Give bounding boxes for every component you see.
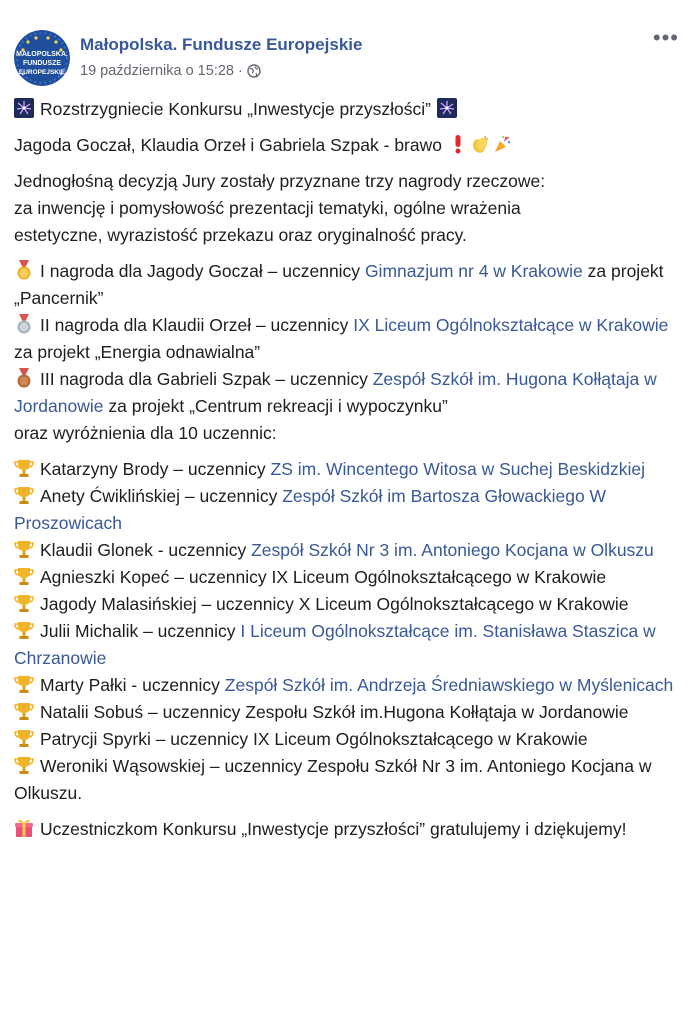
honorable-intro-line bbox=[14, 420, 676, 447]
honorable-item bbox=[14, 618, 676, 672]
silver-medal-icon bbox=[14, 314, 34, 334]
honorable-item bbox=[14, 699, 676, 726]
prize-item bbox=[14, 312, 676, 366]
honorable-text: Klaudii Glonek - uczennicy bbox=[40, 540, 247, 560]
gold-medal-icon bbox=[14, 260, 34, 280]
honorable-text: Weroniki Wąsowskiej – uczennicy Zespołu Szkół Nr 3 im. Antoniego Kocjana w Olkuszu. bbox=[14, 756, 652, 803]
trophy-icon bbox=[14, 566, 34, 586]
post-title-line bbox=[14, 96, 676, 123]
honorable-text: Julii Michalik – uczennicy bbox=[40, 621, 236, 641]
prize-item bbox=[14, 258, 676, 312]
fireworks-icon bbox=[14, 98, 34, 118]
avatar-line-3: EUROPEJSKIE bbox=[18, 69, 66, 76]
gift-icon bbox=[14, 818, 34, 838]
honorable-item bbox=[14, 537, 676, 564]
winners-text: Jagoda Goczał, Klaudia Orzeł i Gabriela Szpak - brawo bbox=[14, 135, 442, 155]
page-avatar[interactable] bbox=[14, 30, 70, 86]
avatar-line-2: FUNDUSZE bbox=[22, 60, 62, 67]
honorable-item bbox=[14, 456, 676, 483]
page-name-link[interactable]: Małopolska. Fundusze Europejskie bbox=[80, 35, 363, 54]
prize-after: za projekt „Centrum rekreacji i wypoczynku” bbox=[108, 396, 448, 416]
honorable-item bbox=[14, 564, 676, 591]
prize-after: za projekt „Pancernik” bbox=[14, 261, 664, 308]
post-header bbox=[0, 0, 689, 95]
honorable-intro: oraz wyróżnienia dla 10 uczennic: bbox=[14, 423, 277, 443]
honorable-item bbox=[14, 672, 676, 699]
honorable-school-link[interactable]: Zespół Szkół im Bartosza Głowackiego W Proszowicach bbox=[14, 486, 607, 533]
jury-line: za inwencję i pomysłowość prezentacji tematyki, ogólne wrażenia bbox=[14, 198, 521, 218]
party-popper-icon bbox=[492, 134, 512, 154]
closing-text: Uczestniczkom Konkursu „Inwestycje przyszłości” gratulujemy i dziękujemy! bbox=[40, 819, 627, 839]
trophy-icon bbox=[14, 728, 34, 748]
prize-after: za projekt „Energia odnawialna” bbox=[14, 342, 261, 362]
globe-icon[interactable] bbox=[247, 64, 261, 82]
prize-text: I nagroda dla Jagody Goczał – uczennicy bbox=[40, 261, 361, 281]
clapping-hands-icon bbox=[470, 134, 490, 154]
jury-line: estetyczne, wyrazistość przekazu oraz oryginalność pracy. bbox=[14, 225, 467, 245]
honorable-school-link[interactable]: Zespół Szkół Nr 3 im. Antoniego Kocjana w Olkuszu bbox=[251, 540, 654, 560]
closing-line bbox=[14, 816, 676, 843]
meta-separator: · bbox=[237, 63, 243, 79]
honorable-school-link[interactable]: Zespół Szkół im. Andrzeja Średniawskiego w Myślenicach bbox=[224, 675, 674, 695]
honorable-item bbox=[14, 753, 676, 807]
trophy-icon bbox=[14, 593, 34, 613]
honorable-text: Patrycji Spyrki – uczennicy IX Liceum Ogólnokształcącego w Krakowie bbox=[40, 729, 588, 749]
honorable-list bbox=[14, 456, 676, 807]
prize-school-link[interactable]: IX Liceum Ogólnokształcące w Krakowie bbox=[353, 315, 669, 335]
honorable-item bbox=[14, 483, 676, 537]
honorable-text: Anety Ćwiklińskiej – uczennicy bbox=[40, 486, 278, 506]
avatar-line-1: MAŁOPOLSKA. bbox=[16, 51, 68, 58]
honorable-text: Marty Pałki - uczennicy bbox=[40, 675, 220, 695]
trophy-icon bbox=[14, 458, 34, 478]
honorable-text: Jagody Malasińskiej – uczennicy X Liceum Ogólnokształcącego w Krakowie bbox=[40, 594, 629, 614]
jury-line: Jednogłośną decyzją Jury zostały przyznane trzy nagrody rzeczowe: bbox=[14, 171, 546, 191]
trophy-icon bbox=[14, 620, 34, 640]
more-options-button[interactable]: ••• bbox=[652, 25, 679, 50]
fireworks-icon bbox=[437, 98, 457, 118]
trophy-icon bbox=[14, 755, 34, 775]
prize-school-link[interactable]: Gimnazjum nr 4 w Krakowie bbox=[364, 261, 583, 281]
honorable-text: Natalii Sobuś – uczennicy Zespołu Szkół im.Hugona Kołłątaja w Jordanowie bbox=[40, 702, 629, 722]
honorable-school-link[interactable]: I Liceum Ogólnokształcące im. Stanisława Staszica w Chrzanowie bbox=[14, 621, 656, 668]
trophy-icon bbox=[14, 539, 34, 559]
post-body bbox=[14, 96, 676, 852]
prize-school-link[interactable]: Zespół Szkół im. Hugona Kołłątaja w Jordanowie bbox=[14, 369, 657, 416]
prize-text: II nagroda dla Klaudii Orzeł – uczennicy bbox=[40, 315, 349, 335]
post-meta bbox=[80, 63, 261, 82]
trophy-icon bbox=[14, 485, 34, 505]
honorable-item bbox=[14, 591, 676, 618]
trophy-icon bbox=[14, 674, 34, 694]
post-date-link[interactable]: 19 października o 15:28 bbox=[80, 63, 234, 79]
post-title: Rozstrzygniecie Konkursu „Inwestycje przyszłości” bbox=[40, 99, 431, 119]
bronze-medal-icon bbox=[14, 368, 34, 388]
honorable-school-link[interactable]: ZS im. Wincentego Witosa w Suchej Beskidzkiej bbox=[270, 459, 645, 479]
exclamation-icon bbox=[448, 134, 468, 154]
winners-line bbox=[14, 132, 676, 159]
jury-paragraph bbox=[14, 168, 676, 249]
prize-text: III nagroda dla Gabrieli Szpak – uczennicy bbox=[40, 369, 368, 389]
prize-item bbox=[14, 366, 676, 420]
avatar-logo-icon bbox=[14, 30, 70, 86]
honorable-text: Katarzyny Brody – uczennicy bbox=[40, 459, 266, 479]
trophy-icon bbox=[14, 701, 34, 721]
honorable-item bbox=[14, 726, 676, 753]
honorable-text: Agnieszki Kopeć – uczennicy IX Liceum Ogólnokształcącego w Krakowie bbox=[40, 567, 607, 587]
